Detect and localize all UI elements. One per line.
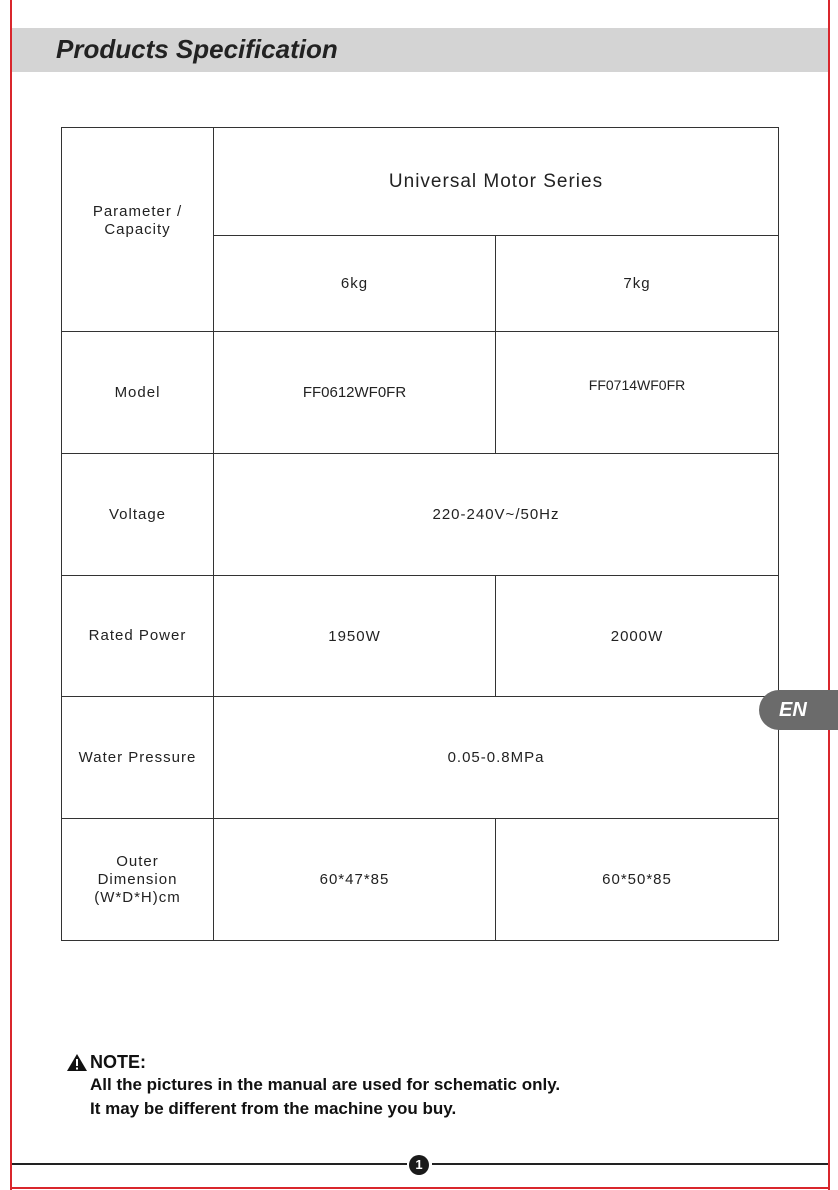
voltage-value: 220-240V~/50Hz <box>214 454 779 576</box>
page-border-bottom <box>10 1187 830 1189</box>
note-line-2: It may be different from the machine you buy. <box>90 1099 457 1118</box>
model-6kg: FF0612WF0FR <box>214 332 496 454</box>
note-heading <box>66 1052 766 1073</box>
footer-rule-left <box>12 1163 407 1165</box>
model-7kg <box>496 332 779 454</box>
page-border-right <box>828 0 830 1190</box>
page-border-left <box>10 0 12 1190</box>
language-tab-en[interactable]: EN <box>759 690 838 730</box>
model-7kg-text: FF0714WF0FR <box>588 377 686 393</box>
outer-dimension-text: Outer Dimension (W*D*H)cm <box>94 852 181 906</box>
parameter-capacity-text: Parameter / Capacity <box>92 202 183 238</box>
outer-dimension-label <box>62 819 214 941</box>
outer-dimension-6kg: 60*47*85 <box>214 819 496 941</box>
capacity-7kg: 7kg <box>496 236 779 332</box>
note-block <box>66 1052 766 1121</box>
page-title: Products Specification <box>56 34 338 64</box>
parameter-capacity-label <box>62 128 214 332</box>
capacity-6kg: 6kg <box>214 236 496 332</box>
water-pressure-value: 0.05-0.8MPa <box>214 697 779 819</box>
voltage-label: Voltage <box>62 454 214 576</box>
rated-power-6kg: 1950W <box>214 576 496 697</box>
rated-power-7kg: 2000W <box>496 576 779 697</box>
header-bar <box>12 28 828 72</box>
series-title: Universal Motor Series <box>214 128 779 236</box>
note-heading-text: NOTE: <box>90 1052 146 1072</box>
page-number-badge: 1 <box>409 1155 429 1175</box>
rated-power-label: Rated Power <box>62 576 214 697</box>
warning-icon <box>66 1053 88 1072</box>
water-pressure-label: Water Pressure <box>62 697 214 819</box>
footer-rule-right <box>432 1163 828 1165</box>
outer-dimension-7kg: 60*50*85 <box>496 819 779 941</box>
note-line-1: All the pictures in the manual are used for schematic only. <box>90 1075 561 1094</box>
specification-table <box>61 127 779 941</box>
model-label: Model <box>62 332 214 454</box>
